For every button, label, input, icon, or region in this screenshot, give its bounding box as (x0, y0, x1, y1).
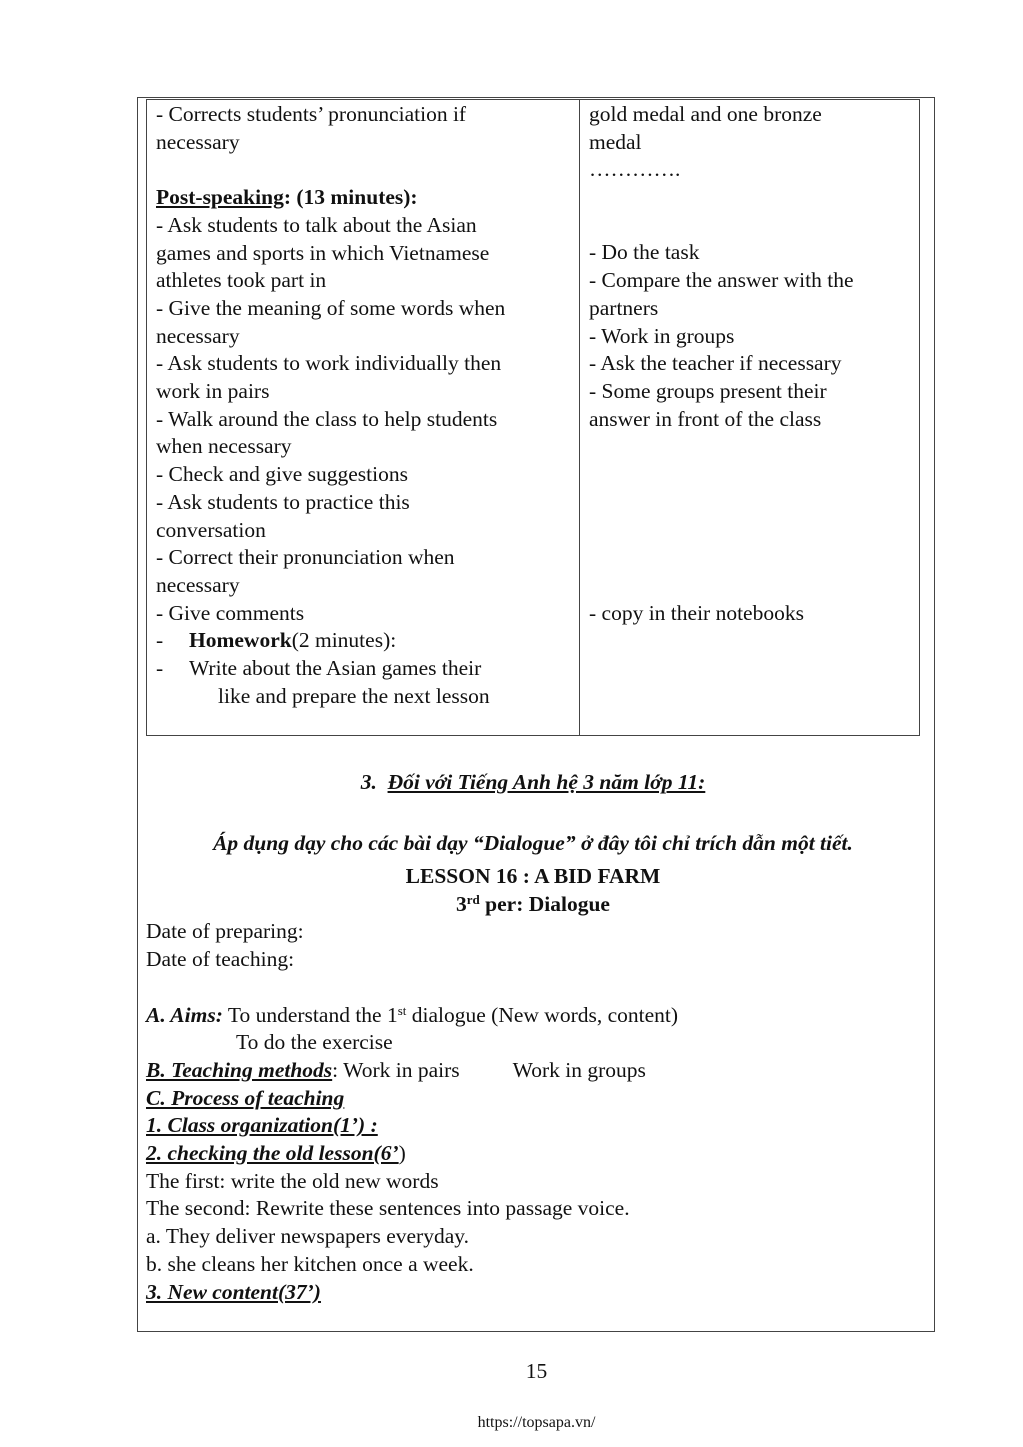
lesson-plan (146, 863, 920, 1306)
period-suffix: rd (466, 891, 480, 907)
first-task: The first: write the old new words (146, 1168, 439, 1193)
checking-tail: ) (398, 1141, 406, 1166)
text-line: - Ask students to work individually then (156, 351, 502, 376)
methods-text: : Work in pairs (332, 1057, 460, 1082)
text-line: - Compare the answer with the (589, 268, 854, 293)
period-text: per: Dialogue (479, 891, 610, 916)
aims-text: To understand the 1 (222, 1002, 398, 1027)
aims-line (146, 1002, 920, 1030)
post-speaking-heading (156, 184, 571, 212)
date-preparing: Date of preparing: (146, 919, 304, 944)
text-line: - copy in their notebooks (589, 600, 804, 625)
section-title: Đối với Tiếng Anh hệ 3 năm lớp 11: (387, 770, 706, 794)
text-line: necessary (156, 323, 240, 348)
footer-url[interactable]: https://topsapa.vn/ (477, 1414, 596, 1431)
page-number: 15 (525, 1359, 548, 1383)
text-line: games and sports in which Vietnamese (156, 240, 490, 265)
text-line: gold medal and one bronze (589, 102, 822, 126)
text-line: necessary (156, 572, 240, 597)
homework-task-line1: Write about the Asian games their (189, 656, 482, 681)
ellipsis-line: …………. (589, 157, 681, 182)
text-line: - Corrects students’ pronunciation if (156, 102, 467, 126)
checking-heading (146, 1140, 920, 1168)
text-line: when necessary (156, 434, 292, 459)
homework-label: Homework (189, 628, 292, 653)
aims-label: A. Aims: (146, 1002, 223, 1027)
teacher-activities-column (147, 100, 580, 735)
text-line: - Do the task (589, 240, 700, 265)
section-intro: Áp dụng dạy cho các bài dạy “Dialogue” ở đây tôi chỉ trích dẫn một tiết. (213, 831, 853, 855)
text-line: - Give the meaning of some words when (156, 295, 506, 320)
text-line: - Some groups present their (589, 379, 827, 403)
homework-task-line2: like and prepare the next lesson (218, 683, 490, 708)
lesson-title: LESSON 16 : A BID FARM (405, 864, 661, 888)
aims-text-cont: dialogue (New words, content) (406, 1002, 679, 1027)
homework-task-bullet (156, 655, 571, 683)
text-line: - Work in groups (589, 323, 735, 348)
section-number: 3. (360, 770, 377, 794)
homework-time: (2 minutes): (291, 628, 397, 653)
text-line: - Correct their pronunciation when (156, 545, 455, 570)
methods-line (146, 1057, 920, 1085)
text-line: - Check and give suggestions (156, 462, 408, 487)
methods-label: B. Teaching methods (146, 1057, 333, 1082)
activity-table (146, 99, 920, 736)
text-line: medal (589, 129, 642, 154)
sentence-b: b. she cleans her kitchen once a week. (146, 1251, 474, 1276)
text-line: necessary (156, 129, 240, 154)
text-line: partners (589, 295, 659, 320)
class-organization-heading: 1. Class organization(1’) : (146, 1113, 378, 1138)
section-3-heading (146, 769, 920, 797)
aims-sup: st (397, 1002, 407, 1018)
period-line (146, 891, 920, 919)
text-line: - Walk around the class to help students (156, 406, 498, 431)
new-content-heading: 3. New content(37’) (146, 1279, 321, 1304)
text-line: answer in front of the class (589, 406, 822, 431)
methods-text2: Work in groups (512, 1057, 646, 1082)
text-line: - Ask students to practice this (156, 489, 410, 514)
text-line: work in pairs (156, 379, 270, 404)
student-activities-column (580, 100, 919, 735)
process-heading: C. Process of teaching (146, 1085, 345, 1110)
text-line: athletes took part in (156, 268, 327, 293)
sentence-a: a. They deliver newspapers everyday. (146, 1224, 469, 1249)
text-line: - Ask students to talk about the Asian (156, 212, 477, 237)
post-speaking-label: Post-speaking (156, 185, 284, 210)
text-line: conversation (156, 517, 266, 542)
homework-bullet (156, 627, 571, 655)
post-speaking-time: : (13 minutes): (283, 185, 418, 210)
period-number: 3 (456, 891, 467, 916)
text-line: - Give comments (156, 600, 305, 625)
date-teaching: Date of teaching: (146, 947, 295, 972)
text-line: - Ask the teacher if necessary (589, 351, 842, 376)
checking-label: 2. checking the old lesson(6’ (146, 1141, 399, 1166)
aims-line2: To do the exercise (236, 1030, 393, 1055)
second-task: The second: Rewrite these sentences into passage voice. (146, 1196, 630, 1221)
